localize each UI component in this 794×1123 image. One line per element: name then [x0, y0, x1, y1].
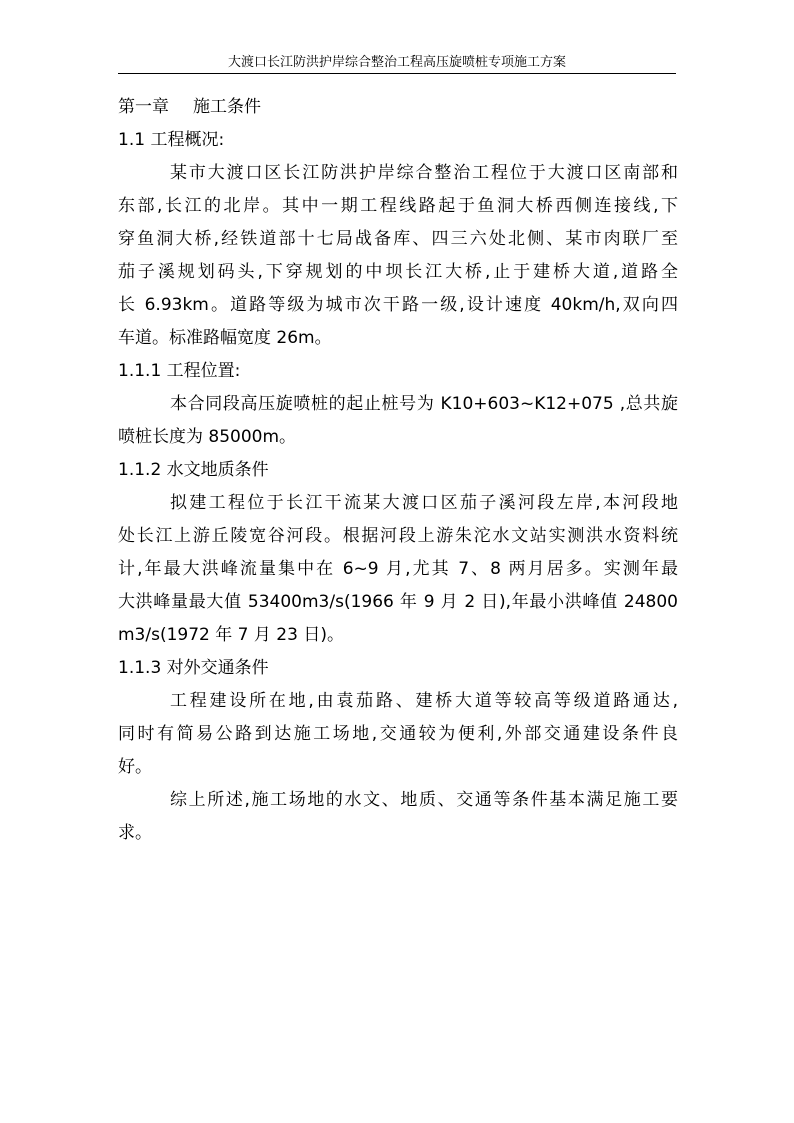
section-1-1-3-heading: 1.1.3 对外交通条件: [118, 658, 269, 678]
paragraph-line: 本合同段高压旋喷桩的起止桩号为 K10+603~K12+075 ,总共旋: [170, 394, 678, 414]
section-1-1-2-paragraph: [118, 487, 678, 652]
page-header-title: 大渡口长江防洪护岸综合整治工程高压旋喷桩专项施工方案: [227, 55, 566, 70]
paragraph-line: 处长江上游丘陵宽谷河段。根据河段上游朱沱水文站实测洪水资料统: [118, 526, 678, 546]
paragraph-line: 拟建工程位于长江干流某大渡口区茄子溪河段左岸,本河段地: [170, 493, 678, 513]
section-1-1-1-paragraph: [118, 388, 678, 454]
paragraph-line: 计,年最大洪峰流量集中在 6~9 月,尤其 7、8 两月居多。实测年最: [118, 559, 678, 579]
paragraph-line: 求。: [118, 823, 152, 843]
paragraph-line: 大洪峰量最大值 53400m3/s(1966 年 9 月 2 日),年最小洪峰值 24800: [118, 592, 678, 612]
chapter-title: 施工条件: [193, 97, 261, 117]
summary-paragraph: [118, 784, 678, 850]
paragraph-line: 茄子溪规划码头,下穿规划的中坝长江大桥,止于建桥大道,道路全: [118, 262, 678, 282]
paragraph-line: 某市大渡口区长江防洪护岸综合整治工程位于大渡口区南部和: [170, 163, 678, 183]
section-1-1-paragraph: [118, 157, 678, 355]
header-divider: [118, 73, 676, 74]
chapter-number: 第一章: [118, 97, 169, 117]
section-1-1-3-paragraph: [118, 685, 678, 784]
paragraph-line: 工程建设所在地,由袁茄路、建桥大道等较高等级道路通达,: [170, 691, 678, 711]
section-1-1-heading: 1.1 工程概况:: [118, 130, 225, 150]
paragraph-line: 东部,长江的北岸。其中一期工程线路起于鱼洞大桥西侧连接线,下: [118, 196, 678, 216]
paragraph-line: 同时有简易公路到达施工场地,交通较为便利,外部交通建设条件良: [118, 724, 678, 744]
section-1-1-2-heading: 1.1.2 水文地质条件: [118, 460, 269, 480]
paragraph-line: 车道。标准路幅宽度 26m。: [118, 328, 332, 348]
chapter-heading: [118, 91, 678, 124]
paragraph-line: 穿鱼洞大桥,经铁道部十七局战备库、四三六处北侧、某市肉联厂至: [118, 229, 678, 249]
paragraph-line: 好。: [118, 757, 152, 777]
paragraph-line: m3/s(1972 年 7 月 23 日)。: [118, 625, 344, 645]
paragraph-line: 喷桩长度为 85000m。: [118, 427, 297, 447]
section-1-1-1-heading: 1.1.1 工程位置:: [118, 361, 241, 381]
paragraph-line: 长 6.93km。道路等级为城市次干路一级,设计速度 40km/h,双向四: [118, 295, 678, 315]
paragraph-line: 综上所述,施工场地的水文、地质、交通等条件基本满足施工要: [170, 790, 678, 810]
document-body: [118, 91, 678, 850]
